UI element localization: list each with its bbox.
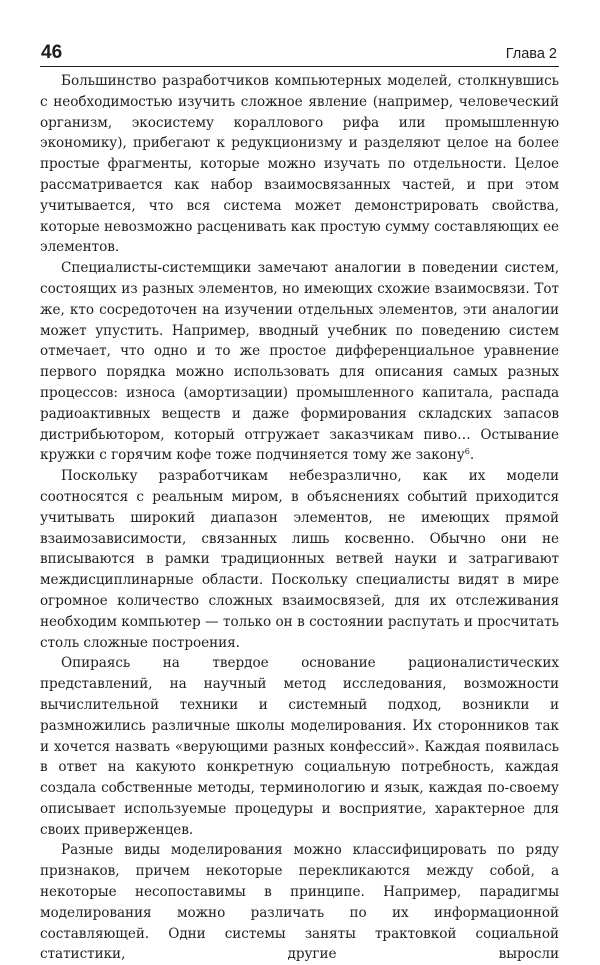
- body-text: [40, 71, 559, 965]
- footnote-marker[interactable]: 6: [464, 447, 470, 457]
- paragraph-systems-analogies: Специалисты-системщики замечают аналогии в поведении систем, состоящих из разных элементов, но имеющих схожие взаимосвязи. Тот же, кто сосредоточен на изучении отдельных элементов, эти аналогии может упустить. Например, вводный учебник по поведению систем отмечает, что одно и то же простое дифференциальное уравнение первого порядка можно использовать для описания самых разных процессов: износа (амортизации) промышленного капитала, распада радиоактивных веществ и даже формирования складских запасов дистрибьютором, который отгружает заказчикам пиво… Остывание кружки с горячим кофе тоже подчиняется тому же закону$^6$.: [40, 260, 559, 464]
- paragraph-reductionism: [40, 71, 559, 258]
- paragraph-interdisciplinary: [40, 466, 559, 653]
- chapter-title: Глава 2: [505, 46, 557, 62]
- paragraph-modeling-schools: [40, 653, 559, 840]
- paragraph-text: Разные виды моделирования можно классифицировать по ряду признаков, причем некоторые перекликаются между собой, а некоторые несопоставимы в принципе. Например, парадигмы моделирования можно различать по их информационной составляющей. Одни системы заняты трактовкой социальной статистики, другие выросли: [40, 842, 559, 963]
- paragraph-text: Поскольку разработчикам небезразлично, как их модели соотносятся с реальным миром, в объяснениях событий приходится учитывать широкий диапазон элементов, не имеющих прямой взаимозависимости, связанных лишь косвенно. Обычно они не вписываются в рамки традиционных ветвей науки и затрагивают междисциплинарные области. Поскольку специалисты видят в мире огромное количество сложных взаимосвязей, для их отслеживания необходим компьютер — только он в состоянии распутать и просчитать столь сложные построения.: [40, 468, 559, 651]
- paragraph-text: Опираясь на твердое основание рационалистических представлений, на научный метод исследования, возможности вычислительной техники и системный подход, возникли и размножились различные школы моделирования. Их сторонников так и хочется назвать «верующими разных конфессий». Каждая появилась в ответ на какуюто конкретную социальную потребность, каждая создала собственные методы, терминологию и язык, каждая по-своему описывает используемые процедуры и восприятие, характерное для своих приверженцев.: [40, 655, 559, 838]
- page-number: 46: [41, 42, 63, 63]
- book-page: [40, 42, 559, 965]
- paragraph-classification: [40, 840, 559, 965]
- paragraph-text: Большинство разработчиков компьютерных моделей, столкнувшись с необходимостью изучить сложное явление (например, человеческий организм, экосистему кораллового рифа или промышленную экономику), прибегают к редукционизму и разделяют целое на более простые фрагменты, которые можно изучать по отдельности. Целое рассматривается как набор взаимосвязанных частей, и при этом учитывается, что вся система может демонстрировать свойства, которые невозможно расценивать как простую сумму составляющих ее элементов.: [40, 73, 559, 256]
- running-header: [40, 42, 559, 67]
- paragraph-text: Специалисты-системщики замечают аналогии в поведении систем, состоящих из разных элементов, но имеющих схожие взаимосвязи. Тот же, кто сосредоточен на изучении отдельных элементов, эти аналогии может упустить. Например, вводный учебник по поведению систем отмечает, что одно и то же простое дифференциальное уравнение первого порядка можно использовать для описания самых разных процессов: износа (амортизации) промышленного капитала, распада радиоактивных веществ и даже формирования складских запасов дистрибьютором, который отгружает заказчикам пиво… Остывание кружки с горячим кофе тоже подчиняется тому же закону: [40, 260, 559, 464]
